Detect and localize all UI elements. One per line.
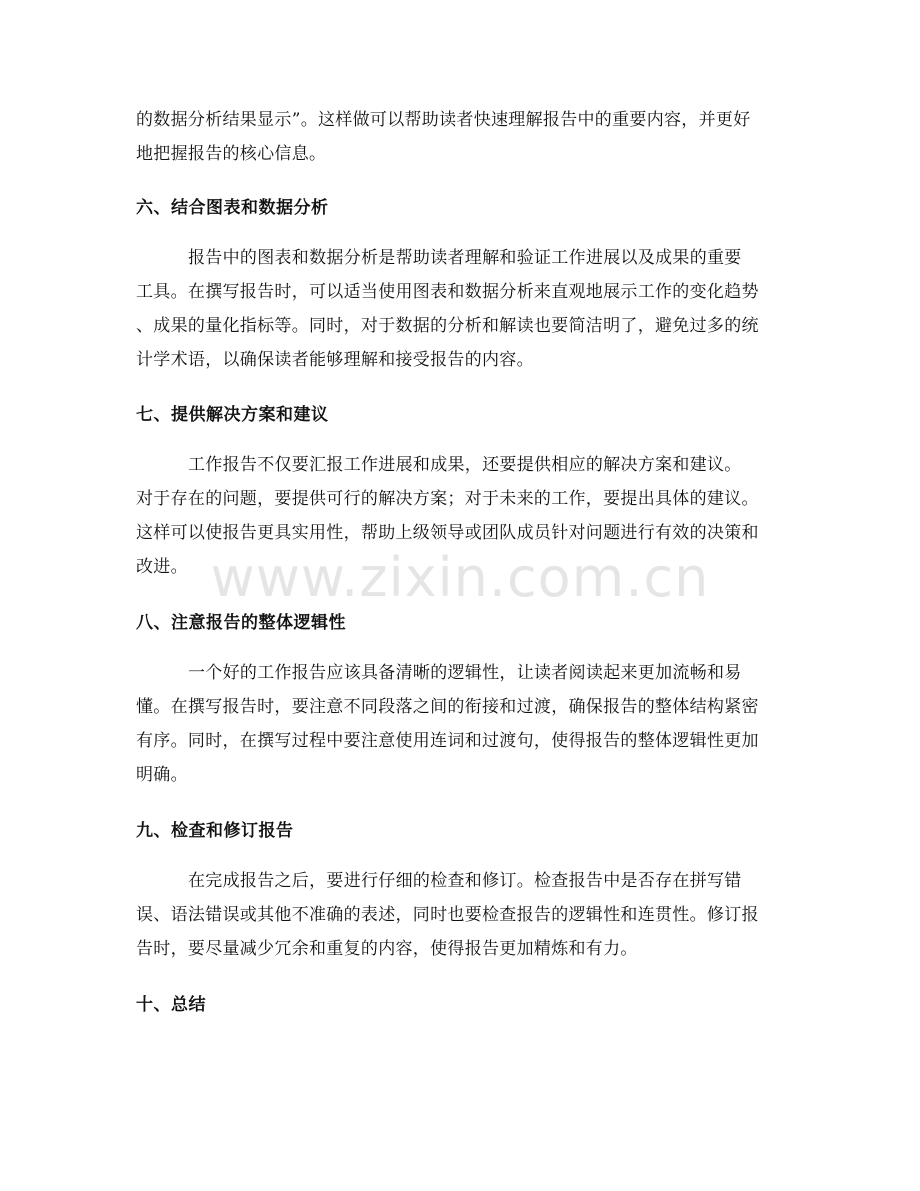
text-line: 工作报告不仅要汇报工作进展和成果，还要提供相应的解决方案和建议。 bbox=[188, 455, 742, 475]
text-line: 、成果的量化指标等。同时，对于数据的分析和解读也要简洁明了，避免过多的统 bbox=[136, 316, 759, 336]
text-line: 明确。 bbox=[136, 765, 188, 785]
section-heading-9: 九、检查和修订报告 bbox=[136, 821, 294, 841]
text-line: 对于存在的问题，要提供可行的解决方案；对于未来的工作，要提出具体的建议。 bbox=[136, 489, 759, 509]
text-line: 工具。在撰写报告时，可以适当使用图表和数据分析来直观地展示工作的变化趋势 bbox=[136, 282, 759, 302]
text-line: 报告中的图表和数据分析是帮助读者理解和验证工作进展以及成果的重要 bbox=[188, 248, 742, 268]
text-line: 有序。同时，在撰写过程中要注意使用连词和过渡句，使得报告的整体逻辑性更加 bbox=[136, 731, 759, 751]
watermark: www.zixin.com.cn bbox=[210, 546, 710, 609]
intro-paragraph bbox=[136, 103, 792, 171]
text-line: 懂。在撰写报告时，要注意不同段落之间的衔接和过渡，确保报告的整体结构紧密 bbox=[136, 697, 759, 717]
text-line: 告时，要尽量减少冗余和重复的内容，使得报告更加精炼和有力。 bbox=[136, 939, 638, 959]
section-heading-6: 六、结合图表和数据分析 bbox=[136, 198, 329, 218]
text-line: 计学术语，以确保读者能够理解和接受报告的内容。 bbox=[136, 350, 534, 370]
section-heading-8: 八、注意报告的整体逻辑性 bbox=[136, 613, 346, 633]
text-line: 在完成报告之后，要进行仔细的检查和修订。检查报告中是否存在拼写错 bbox=[188, 871, 742, 891]
section-heading-7: 七、提供解决方案和建议 bbox=[136, 405, 329, 425]
section-heading-10: 十、总结 bbox=[136, 995, 206, 1015]
section-paragraph-6 bbox=[136, 241, 792, 377]
text-line: 的数据分析结果显示”。这样做可以帮助读者快速理解报告中的重要内容，并更好 bbox=[136, 110, 751, 130]
text-line: 这样可以使报告更具实用性，帮助上级领导或团队成员针对问题进行有效的决策和 bbox=[136, 523, 759, 543]
text-line: 改进。 bbox=[136, 557, 188, 577]
text-line: 一个好的工作报告应该具备清晰的逻辑性，让读者阅读起来更加流畅和易 bbox=[188, 663, 742, 683]
section-paragraph-9 bbox=[136, 864, 792, 966]
section-paragraph-8 bbox=[136, 656, 792, 792]
text-line: 误、语法错误或其他不准确的表述，同时也要检查报告的逻辑性和连贯性。修订报 bbox=[136, 905, 759, 925]
text-line: 地把握报告的核心信息。 bbox=[136, 144, 327, 164]
section-paragraph-7 bbox=[136, 448, 792, 584]
